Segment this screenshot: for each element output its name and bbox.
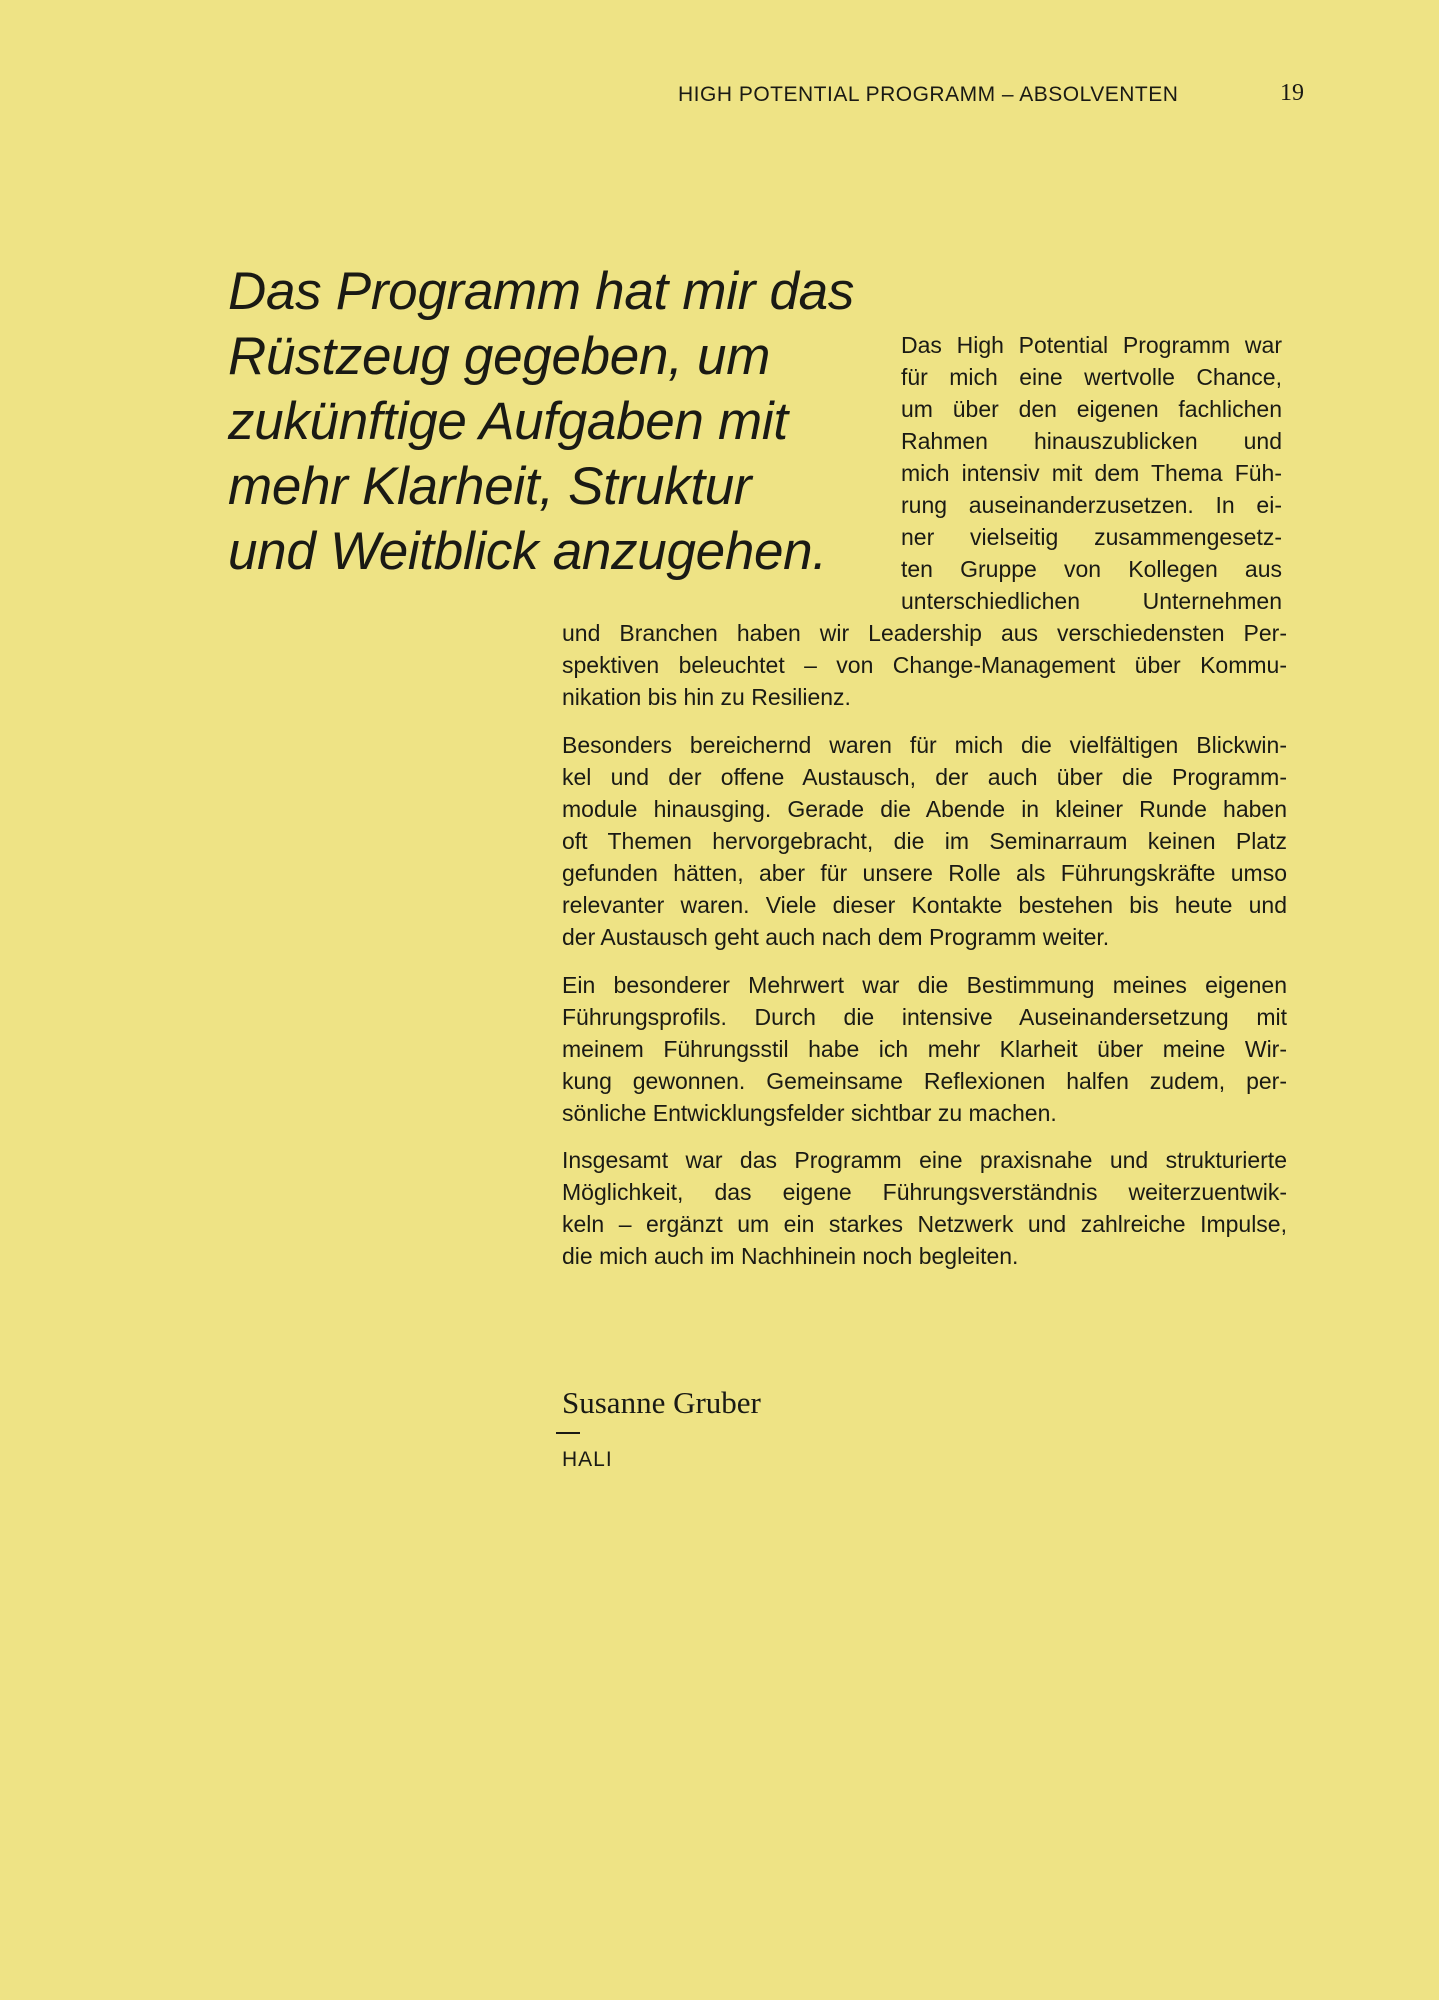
- pull-quote-line: Rüstzeug gegeben, um: [228, 327, 771, 386]
- text-line: module hinausging. Gerade die Abende in kleiner Runde haben: [562, 796, 1287, 822]
- text-line: um über den eigenen fachlichen: [901, 396, 1282, 422]
- pull-quote-line: Das Programm hat mir das: [228, 262, 855, 321]
- text-line: spektiven beleuchtet – von Change-Management über Kommu-: [562, 652, 1287, 678]
- text-line: keln – ergänzt um ein starkes Netzwerk und zahlreiche Impulse,: [562, 1211, 1287, 1237]
- text-line: sönliche Entwicklungsfelder sichtbar zu machen.: [562, 1100, 1057, 1126]
- author-divider: [556, 1432, 580, 1434]
- text-line: ner vielseitig zusammengesetz-: [901, 524, 1282, 550]
- paragraph-3: [562, 969, 1287, 1129]
- paragraph-4: [562, 1144, 1287, 1272]
- text-line: oft Themen hervorgebracht, die im Seminarraum keinen Platz: [562, 828, 1287, 854]
- text-line: rung auseinanderzusetzen. In ei-: [901, 492, 1282, 518]
- text-line: ten Gruppe von Kollegen aus: [901, 556, 1282, 582]
- text-line: unterschiedlichen Unternehmen: [901, 588, 1282, 614]
- text-line: für mich eine wertvolle Chance,: [901, 364, 1282, 390]
- text-line: Besonders bereichernd waren für mich die vielfältigen Blickwin-: [562, 732, 1287, 758]
- text-line: und Branchen haben wir Leadership aus verschiedensten Per-: [562, 620, 1287, 646]
- text-line: Führungsprofils. Durch die intensive Auseinandersetzung mit: [562, 1004, 1287, 1030]
- pull-quote-line: und Weitblick anzugehen.: [228, 522, 827, 581]
- author-name: Susanne Gruber: [562, 1385, 761, 1420]
- pull-quote-line: mehr Klarheit, Struktur: [228, 457, 752, 516]
- paragraph-2: [562, 729, 1287, 953]
- pull-quote: [228, 259, 854, 584]
- running-title: HIGH POTENTIAL PROGRAMM – ABSOLVENTEN: [678, 83, 1179, 106]
- author-organization: HALI: [562, 1448, 613, 1471]
- text-line: Rahmen hinauszublicken und: [901, 428, 1282, 454]
- paragraph-1: [562, 617, 1287, 713]
- text-line: Das High Potential Programm war: [901, 332, 1282, 358]
- text-line: mich intensiv mit dem Thema Füh-: [901, 460, 1282, 486]
- text-line: Insgesamt war das Programm eine praxisnahe und strukturierte: [562, 1147, 1287, 1173]
- text-line: die mich auch im Nachhinein noch begleiten.: [562, 1243, 1019, 1269]
- text-line: kel und der offene Austausch, der auch über die Programm-: [562, 764, 1287, 790]
- text-line: gefunden hätten, aber für unsere Rolle als Führungskräfte umso: [562, 860, 1287, 886]
- text-line: relevanter waren. Viele dieser Kontakte bestehen bis heute und: [562, 892, 1287, 918]
- page-number: 19: [1280, 80, 1304, 106]
- text-line: meinem Führungsstil habe ich mehr Klarheit über meine Wir-: [562, 1036, 1287, 1062]
- text-line: Ein besonderer Mehrwert war die Bestimmung meines eigenen: [562, 972, 1287, 998]
- text-line: kung gewonnen. Gemeinsame Reflexionen halfen zudem, per-: [562, 1068, 1287, 1094]
- text-line: Möglichkeit, das eigene Führungsverständnis weiterzuentwik-: [562, 1179, 1287, 1205]
- text-line: nikation bis hin zu Resilienz.: [562, 684, 851, 710]
- intro-paragraph: [901, 329, 1282, 617]
- text-line: der Austausch geht auch nach dem Programm weiter.: [562, 924, 1110, 950]
- pull-quote-line: zukünftige Aufgaben mit: [228, 392, 788, 451]
